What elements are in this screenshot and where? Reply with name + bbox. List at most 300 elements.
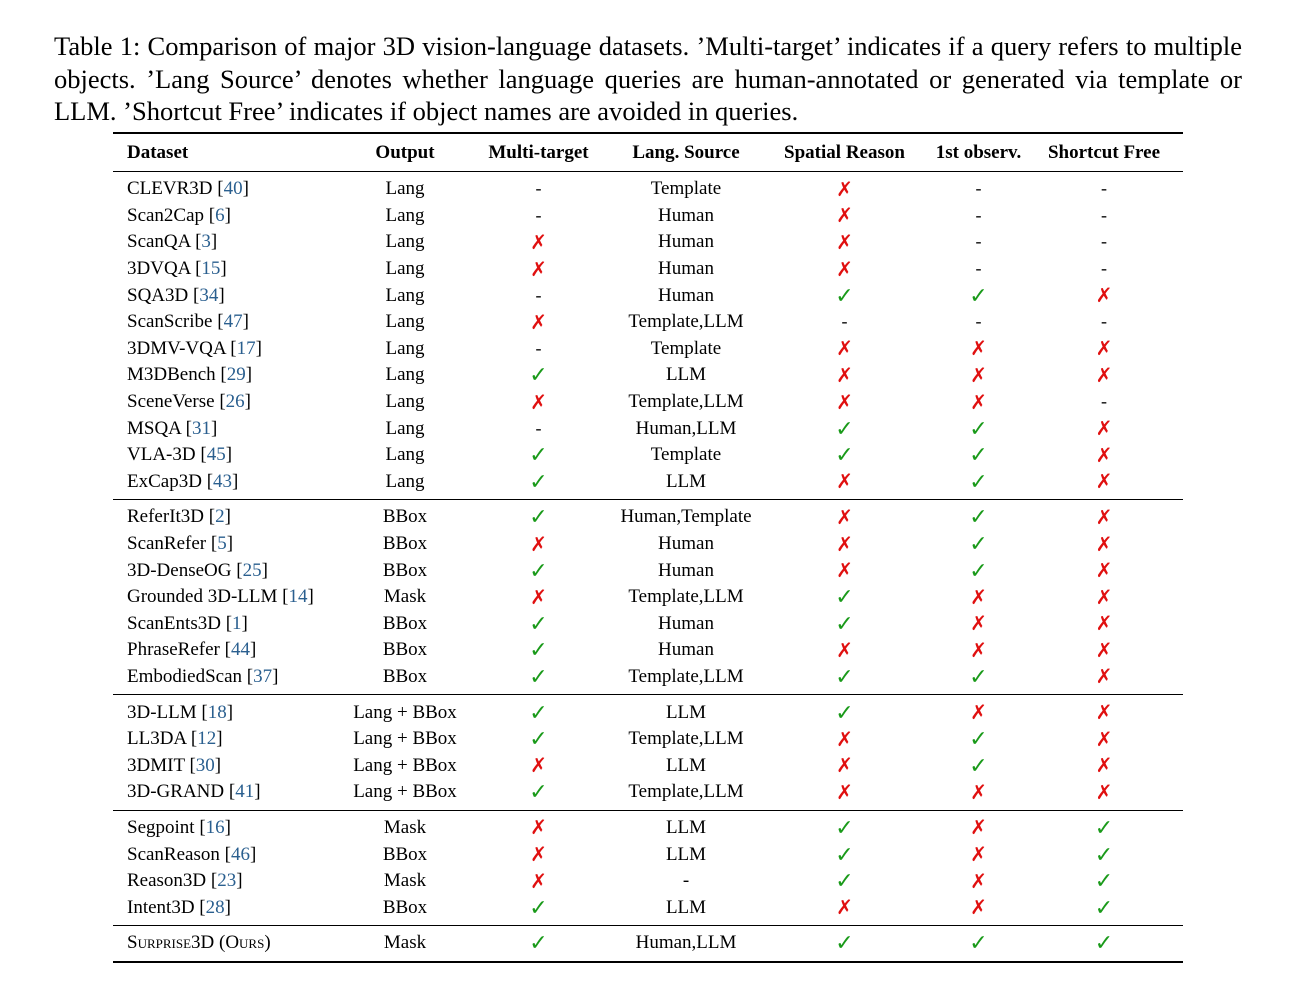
dataset-name: 3D-DenseOG bbox=[127, 559, 232, 581]
dataset-name: VLA-3D bbox=[127, 444, 196, 466]
check-icon: ✓ bbox=[529, 930, 548, 956]
cell-output: Mask bbox=[383, 932, 427, 954]
cross-icon: ✗ bbox=[530, 870, 547, 893]
cell-dataset: 3DVQA [15] bbox=[127, 258, 227, 280]
cell-multi-target bbox=[462, 700, 615, 726]
cell-lang-source: Human bbox=[658, 559, 714, 581]
check-icon: ✓ bbox=[969, 557, 988, 583]
cell-lang-source: Template,LLM bbox=[628, 391, 744, 413]
cell-first-observ bbox=[932, 930, 1025, 956]
cell-first-observ bbox=[932, 205, 1025, 227]
check-icon: ✓ bbox=[969, 415, 988, 441]
cell-spatial-reason bbox=[757, 727, 932, 752]
cell-dataset: ScanScribe [47] bbox=[127, 311, 249, 333]
cell-spatial-reason bbox=[757, 895, 932, 920]
cell-lang-source: LLM bbox=[665, 754, 707, 776]
cross-icon: ✗ bbox=[1095, 506, 1113, 529]
dataset-name: 3DVQA bbox=[127, 258, 191, 280]
cell-spatial-reason bbox=[757, 930, 932, 956]
cross-icon: ✗ bbox=[836, 506, 853, 529]
citation-link[interactable]: 6 bbox=[215, 204, 225, 226]
table-row bbox=[113, 930, 1183, 957]
table-row bbox=[113, 176, 1183, 203]
cell-dataset: 3DMV-VQA [17] bbox=[127, 337, 262, 359]
cell-multi-target bbox=[462, 869, 615, 894]
cross-icon: ✗ bbox=[970, 338, 987, 361]
check-icon: ✓ bbox=[835, 663, 854, 689]
table-row bbox=[113, 336, 1183, 363]
cross-icon: ✗ bbox=[1095, 533, 1113, 556]
check-icon: ✓ bbox=[529, 637, 548, 663]
cell-multi-target bbox=[462, 390, 615, 415]
check-icon: ✓ bbox=[1094, 868, 1114, 894]
dash-mark: - bbox=[975, 258, 982, 279]
cell-output: Lang bbox=[385, 417, 425, 439]
cell-shortcut-free bbox=[1025, 469, 1183, 494]
cell-output: BBox bbox=[382, 665, 428, 687]
cell-dataset: ReferIt3D [2] bbox=[127, 506, 231, 528]
cell-multi-target bbox=[462, 815, 615, 840]
cell-output: Lang bbox=[385, 470, 425, 492]
table-body bbox=[113, 171, 1183, 961]
check-icon: ✓ bbox=[835, 930, 854, 956]
dataset-name: Surprise3D (Ours) bbox=[127, 932, 271, 954]
cell-multi-target bbox=[462, 585, 615, 610]
cell-spatial-reason bbox=[757, 584, 932, 610]
dataset-name: 3D-GRAND bbox=[127, 781, 225, 803]
cell-output: Mask bbox=[383, 816, 427, 838]
citation-link[interactable]: 14 bbox=[288, 586, 308, 608]
cell-multi-target bbox=[462, 230, 615, 255]
cross-icon: ✗ bbox=[1095, 666, 1113, 689]
cell-spatial-reason bbox=[757, 469, 932, 494]
cell-lang-source: Template,LLM bbox=[628, 728, 744, 750]
citation-link[interactable]: 43 bbox=[213, 470, 233, 492]
cross-icon: ✗ bbox=[1095, 639, 1113, 662]
cell-dataset: M3DBench [29] bbox=[127, 364, 253, 386]
cell-first-observ bbox=[932, 283, 1025, 309]
citation-link[interactable]: 31 bbox=[191, 417, 211, 439]
cell-lang-source: LLM bbox=[665, 896, 707, 918]
dash-mark: - bbox=[975, 311, 982, 332]
cell-first-observ bbox=[932, 469, 1025, 495]
cell-lang-source: Template bbox=[650, 444, 722, 466]
dataset-name: ScanReason bbox=[127, 843, 220, 865]
cell-lang-source: Human,LLM bbox=[635, 417, 737, 439]
cell-multi-target bbox=[462, 726, 615, 752]
table-row bbox=[113, 726, 1183, 753]
citation-link[interactable]: 29 bbox=[226, 364, 246, 386]
cell-lang-source: - bbox=[682, 870, 690, 892]
check-icon: ✓ bbox=[1094, 930, 1114, 956]
dash-mark: - bbox=[535, 337, 542, 358]
table-row bbox=[113, 699, 1183, 726]
cell-dataset: LL3DA [12] bbox=[127, 728, 223, 750]
cross-icon: ✗ bbox=[530, 311, 547, 334]
cell-spatial-reason bbox=[757, 311, 932, 333]
cell-dataset: ScanEnts3D [1] bbox=[127, 612, 248, 634]
check-icon: ✓ bbox=[969, 442, 988, 468]
cross-icon: ✗ bbox=[836, 258, 853, 281]
dataset-name: 3D-LLM bbox=[127, 701, 197, 723]
table-header-row bbox=[113, 134, 1183, 171]
cell-output: Lang + BBox bbox=[353, 781, 457, 803]
dash-mark: - bbox=[535, 284, 542, 305]
cell-shortcut-free bbox=[1025, 178, 1183, 200]
check-icon: ✓ bbox=[969, 468, 988, 494]
cell-output: Lang bbox=[385, 204, 425, 226]
cross-icon: ✗ bbox=[1095, 560, 1113, 583]
cell-shortcut-free bbox=[1025, 585, 1183, 610]
cell-multi-target bbox=[462, 362, 615, 388]
cell-multi-target bbox=[462, 664, 615, 690]
cross-icon: ✗ bbox=[836, 560, 853, 583]
cell-shortcut-free bbox=[1025, 727, 1183, 752]
check-icon: ✓ bbox=[835, 415, 854, 441]
citation-link[interactable]: 28 bbox=[205, 896, 225, 918]
check-icon: ✓ bbox=[835, 814, 854, 840]
citation-link[interactable]: 5 bbox=[217, 533, 227, 555]
dataset-name: Scan2Cap bbox=[127, 204, 205, 226]
cross-icon: ✗ bbox=[1095, 728, 1113, 751]
citation-link[interactable]: 37 bbox=[253, 665, 273, 687]
dataset-name: ScanScribe bbox=[127, 311, 213, 333]
dataset-name: ReferIt3D bbox=[127, 506, 205, 528]
citation-link[interactable]: 26 bbox=[225, 391, 245, 413]
cell-multi-target bbox=[462, 753, 615, 778]
dataset-name: Segpoint bbox=[127, 816, 195, 838]
cell-lang-source: Human bbox=[658, 284, 714, 306]
table-row bbox=[113, 531, 1183, 558]
cell-shortcut-free bbox=[1025, 611, 1183, 636]
cell-spatial-reason bbox=[757, 753, 932, 778]
table-caption: Table 1: Comparison of major 3D vision-language datasets. ’Multi-target’ indicates if a query refers to multiple objects. ’Lang Source’ denotes whether language queries are human-annotated or generated via template or LLM. ’Shortcut Free’ indicates if object names are avoided in queries. bbox=[54, 31, 1242, 126]
citation-link[interactable]: 23 bbox=[217, 870, 237, 892]
citation-link[interactable]: 40 bbox=[223, 178, 243, 200]
cross-icon: ✗ bbox=[970, 897, 987, 920]
table-row bbox=[113, 611, 1183, 638]
cell-multi-target bbox=[462, 611, 615, 637]
table-group bbox=[113, 811, 1183, 925]
cross-icon: ✗ bbox=[970, 870, 987, 893]
cell-multi-target bbox=[462, 930, 615, 956]
cross-icon: ✗ bbox=[970, 702, 987, 725]
cell-first-observ bbox=[932, 726, 1025, 752]
cell-dataset: ScanReason [46] bbox=[127, 843, 257, 865]
check-icon: ✓ bbox=[529, 663, 548, 689]
dash-mark: - bbox=[975, 204, 982, 225]
check-icon: ✓ bbox=[969, 752, 988, 778]
check-icon: ✓ bbox=[529, 442, 548, 468]
cell-shortcut-free bbox=[1025, 638, 1183, 663]
cross-icon: ✗ bbox=[836, 364, 853, 387]
cell-dataset: ScanRefer [5] bbox=[127, 533, 234, 555]
cell-first-observ bbox=[932, 753, 1025, 779]
cell-lang-source: LLM bbox=[665, 816, 707, 838]
cell-dataset: EmbodiedScan [37] bbox=[127, 665, 279, 687]
cell-shortcut-free bbox=[1025, 205, 1183, 227]
cell-lang-source: Human bbox=[658, 258, 714, 280]
cell-shortcut-free bbox=[1025, 753, 1183, 778]
cell-multi-target bbox=[462, 469, 615, 495]
check-icon: ✓ bbox=[529, 362, 548, 388]
cross-icon: ✗ bbox=[530, 586, 547, 609]
citation-link[interactable]: 3 bbox=[201, 231, 211, 253]
dataset-name: 3DMV-VQA bbox=[127, 337, 226, 359]
citation-link[interactable]: 41 bbox=[235, 781, 255, 803]
cell-dataset: Grounded 3D-LLM [14] bbox=[127, 586, 314, 608]
cross-icon: ✗ bbox=[836, 178, 853, 201]
table-group bbox=[113, 500, 1183, 694]
dataset-name: Grounded 3D-LLM bbox=[127, 586, 278, 608]
cell-dataset: Intent3D [28] bbox=[127, 896, 231, 918]
cell-spatial-reason bbox=[757, 442, 932, 468]
cell-shortcut-free bbox=[1025, 895, 1183, 921]
cross-icon: ✗ bbox=[1095, 338, 1113, 361]
dash-mark: - bbox=[1101, 231, 1107, 252]
cell-shortcut-free bbox=[1025, 532, 1183, 557]
cell-shortcut-free bbox=[1025, 505, 1183, 530]
check-icon: ✓ bbox=[529, 610, 548, 636]
cell-output: BBox bbox=[382, 559, 428, 581]
cross-icon: ✗ bbox=[1095, 781, 1113, 804]
cell-lang-source: Human bbox=[658, 639, 714, 661]
table-row bbox=[113, 868, 1183, 895]
cell-lang-source: LLM bbox=[665, 701, 707, 723]
table-row bbox=[113, 894, 1183, 921]
cell-spatial-reason bbox=[757, 700, 932, 726]
cross-icon: ✗ bbox=[530, 755, 547, 778]
cell-first-observ bbox=[932, 611, 1025, 636]
cell-output: Mask bbox=[383, 870, 427, 892]
cell-lang-source: LLM bbox=[665, 843, 707, 865]
citation-link[interactable]: 25 bbox=[242, 559, 262, 581]
dataset-name: MSQA bbox=[127, 417, 181, 439]
check-icon: ✓ bbox=[1094, 894, 1114, 920]
cell-multi-target bbox=[462, 558, 615, 584]
header-multi-target: Multi-target bbox=[488, 141, 589, 163]
check-icon: ✓ bbox=[969, 930, 988, 956]
table-row bbox=[113, 442, 1183, 469]
cell-output: Lang bbox=[385, 231, 425, 253]
cross-icon: ✗ bbox=[970, 613, 987, 636]
cross-icon: ✗ bbox=[1095, 702, 1113, 725]
check-icon: ✓ bbox=[529, 557, 548, 583]
table-row bbox=[113, 309, 1183, 336]
check-icon: ✓ bbox=[835, 584, 854, 610]
citation-link[interactable]: 18 bbox=[207, 701, 227, 723]
dataset-name: 3DMIT bbox=[127, 754, 185, 776]
citation-link[interactable]: 2 bbox=[215, 506, 225, 528]
header-spatial-reason: Spatial Reason bbox=[784, 141, 905, 163]
cross-icon: ✗ bbox=[836, 338, 853, 361]
cross-icon: ✗ bbox=[970, 844, 987, 867]
table-row bbox=[113, 815, 1183, 842]
dataset-name: CLEVR3D bbox=[127, 178, 213, 200]
cross-icon: ✗ bbox=[1095, 471, 1113, 494]
cell-multi-target bbox=[462, 442, 615, 468]
dataset-name: ExCap3D bbox=[127, 470, 202, 492]
citation-link[interactable]: 44 bbox=[230, 639, 250, 661]
cell-dataset: Scan2Cap [6] bbox=[127, 204, 231, 226]
cell-output: Lang bbox=[385, 444, 425, 466]
cell-dataset: ExCap3D [43] bbox=[127, 470, 239, 492]
cross-icon: ✗ bbox=[836, 781, 853, 804]
cell-spatial-reason bbox=[757, 257, 932, 282]
cross-icon: ✗ bbox=[836, 639, 853, 662]
cell-shortcut-free bbox=[1025, 930, 1183, 956]
cross-icon: ✗ bbox=[530, 844, 547, 867]
cell-output: BBox bbox=[382, 533, 428, 555]
cell-shortcut-free bbox=[1025, 868, 1183, 894]
cell-spatial-reason bbox=[757, 532, 932, 557]
cell-output: Lang + BBox bbox=[353, 754, 457, 776]
dataset-name: PhraseRefer bbox=[127, 639, 220, 661]
cell-spatial-reason bbox=[757, 815, 932, 841]
cell-lang-source: Template bbox=[650, 337, 722, 359]
check-icon: ✓ bbox=[969, 663, 988, 689]
table-row bbox=[113, 415, 1183, 442]
cell-shortcut-free bbox=[1025, 443, 1183, 468]
check-icon: ✓ bbox=[835, 699, 854, 725]
cross-icon: ✗ bbox=[1095, 613, 1113, 636]
table-row bbox=[113, 256, 1183, 283]
cell-first-observ bbox=[932, 363, 1025, 388]
cell-multi-target bbox=[462, 418, 615, 440]
check-icon: ✓ bbox=[835, 841, 854, 867]
cell-first-observ bbox=[932, 585, 1025, 610]
cell-output: BBox bbox=[382, 506, 428, 528]
citation-link[interactable]: 16 bbox=[205, 816, 225, 838]
cell-multi-target bbox=[462, 285, 615, 307]
cross-icon: ✗ bbox=[1095, 755, 1113, 778]
header-output: Output bbox=[375, 141, 435, 163]
header-lang-source: Lang. Source bbox=[632, 141, 740, 163]
citation-link[interactable]: 12 bbox=[197, 728, 217, 750]
cell-first-observ bbox=[932, 700, 1025, 725]
cell-spatial-reason bbox=[757, 664, 932, 690]
cell-spatial-reason bbox=[757, 416, 932, 442]
cross-icon: ✗ bbox=[970, 364, 987, 387]
dataset-name: ScanQA bbox=[127, 231, 191, 253]
cell-first-observ bbox=[932, 311, 1025, 333]
dataset-name: Reason3D bbox=[127, 870, 207, 892]
citation-link[interactable]: 47 bbox=[223, 311, 243, 333]
cell-output: BBox bbox=[382, 843, 428, 865]
cell-dataset: 3D-DenseOG [25] bbox=[127, 559, 268, 581]
table-row bbox=[113, 637, 1183, 664]
cross-icon: ✗ bbox=[1095, 418, 1113, 441]
cell-shortcut-free bbox=[1025, 336, 1183, 361]
cross-icon: ✗ bbox=[1095, 285, 1113, 308]
cell-shortcut-free bbox=[1025, 558, 1183, 583]
citation-link[interactable]: 45 bbox=[206, 444, 226, 466]
cross-icon: ✗ bbox=[1095, 444, 1113, 467]
cell-lang-source: Human bbox=[658, 204, 714, 226]
check-icon: ✓ bbox=[969, 282, 988, 308]
citation-link[interactable]: 34 bbox=[199, 284, 219, 306]
cell-lang-source: Template,LLM bbox=[628, 665, 744, 687]
citation-link[interactable]: 30 bbox=[195, 754, 215, 776]
cell-dataset: SceneVerse [26] bbox=[127, 391, 251, 413]
check-icon: ✓ bbox=[1094, 814, 1114, 840]
cell-dataset: Segpoint [16] bbox=[127, 816, 231, 838]
citation-link[interactable]: 1 bbox=[232, 612, 242, 634]
cross-icon: ✗ bbox=[530, 533, 547, 556]
cell-lang-source: LLM bbox=[665, 364, 707, 386]
cell-output: Lang bbox=[385, 311, 425, 333]
cell-shortcut-free bbox=[1025, 311, 1183, 333]
check-icon: ✓ bbox=[835, 610, 854, 636]
citation-link[interactable]: 15 bbox=[201, 258, 221, 280]
cell-first-observ bbox=[932, 558, 1025, 584]
check-icon: ✓ bbox=[969, 504, 988, 530]
dash-mark: - bbox=[1101, 311, 1107, 332]
table-group bbox=[113, 172, 1183, 499]
cell-first-observ bbox=[932, 895, 1025, 920]
cell-shortcut-free bbox=[1025, 780, 1183, 805]
cell-first-observ bbox=[932, 178, 1025, 200]
table-bottom-rule bbox=[113, 961, 1183, 963]
cell-first-observ bbox=[932, 231, 1025, 253]
cell-lang-source: Human bbox=[658, 533, 714, 555]
cell-spatial-reason bbox=[757, 230, 932, 255]
cell-spatial-reason bbox=[757, 203, 932, 228]
citation-link[interactable]: 46 bbox=[230, 843, 250, 865]
table-row bbox=[113, 557, 1183, 584]
cell-output: Lang bbox=[385, 391, 425, 413]
cell-first-observ bbox=[932, 390, 1025, 415]
cell-multi-target bbox=[462, 532, 615, 557]
cell-multi-target bbox=[462, 205, 615, 227]
table-row bbox=[113, 229, 1183, 256]
cross-icon: ✗ bbox=[970, 391, 987, 414]
cell-first-observ bbox=[932, 504, 1025, 530]
cell-first-observ bbox=[932, 442, 1025, 468]
dash-mark: - bbox=[975, 178, 982, 199]
table-row bbox=[113, 752, 1183, 779]
dash-mark: - bbox=[841, 311, 848, 332]
table-row bbox=[113, 282, 1183, 309]
cross-icon: ✗ bbox=[970, 781, 987, 804]
cross-icon: ✗ bbox=[836, 391, 853, 414]
cell-dataset: MSQA [31] bbox=[127, 417, 218, 439]
cross-icon: ✗ bbox=[530, 391, 547, 414]
cell-shortcut-free bbox=[1025, 363, 1183, 388]
cell-multi-target bbox=[462, 338, 615, 360]
cross-icon: ✗ bbox=[836, 728, 853, 751]
check-icon: ✓ bbox=[969, 531, 988, 557]
check-icon: ✓ bbox=[529, 894, 548, 920]
cell-output: BBox bbox=[382, 639, 428, 661]
cell-first-observ bbox=[932, 869, 1025, 894]
cross-icon: ✗ bbox=[530, 817, 547, 840]
header-dataset: Dataset bbox=[127, 141, 189, 163]
dash-mark: - bbox=[535, 178, 542, 199]
dash-mark: - bbox=[1101, 391, 1107, 412]
cell-spatial-reason bbox=[757, 177, 932, 202]
cross-icon: ✗ bbox=[836, 533, 853, 556]
cell-multi-target bbox=[462, 504, 615, 530]
citation-link[interactable]: 17 bbox=[236, 337, 256, 359]
cross-icon: ✗ bbox=[970, 639, 987, 662]
cell-first-observ bbox=[932, 638, 1025, 663]
cross-icon: ✗ bbox=[836, 471, 853, 494]
cell-dataset: VLA-3D [45] bbox=[127, 444, 233, 466]
cell-dataset: 3D-LLM [18] bbox=[127, 701, 234, 723]
cell-multi-target bbox=[462, 779, 615, 805]
cell-multi-target bbox=[462, 257, 615, 282]
